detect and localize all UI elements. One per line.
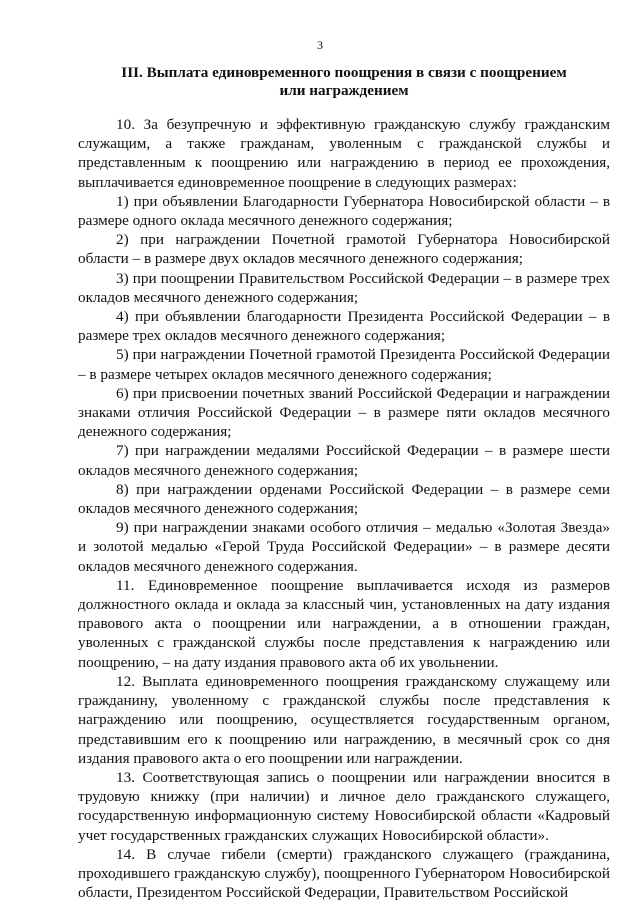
page-number: 3 (317, 38, 323, 52)
paragraph-13: 13. Соответствующая запись о поощрении или награждении вносится в трудовую книжку (при наличии) и личное дело гражданского служащего, государственную информационную систему Новосибирской области «Кадровый учет государственных гражданских служащих Новосибирской области». (78, 768, 610, 844)
section-heading (78, 64, 610, 100)
list-item-8: 8) при награждении орденами Российской Федерации – в размере семи окладов месячного денежного содержания; (78, 480, 610, 518)
paragraph-10: 10. За безупречную и эффективную гражданскую службу гражданским служащим, а также гражданам, уволенным с гражданской службы и представленным к поощрению или награждению в период ее прохождения, выплачивается единовременное поощрение в следующих размерах: (78, 116, 610, 191)
section-heading-line-1: III. Выплата единовременного поощрения в связи с поощрением (121, 64, 567, 81)
list-item-4: 4) при объявлении благодарности Президента Российской Федерации – в размере трех окладов месячного денежного содержания; (78, 308, 610, 345)
list-item-3: 3) при поощрении Правительством Российской Федерации – в размере трех окладов месячного денежного содержания; (78, 269, 610, 306)
section-heading-line-2: или награждением (279, 82, 409, 99)
list-item-9: 9) при награждении знаками особого отличия – медалью «Золотая Звезда» и золотой медалью «Герой Труда Российской Федерации» – в размере десяти окладов месячного денежного содержания. (78, 519, 610, 575)
document-body (78, 115, 610, 902)
list-item-6: 6) при присвоении почетных званий Российской Федерации и награждении знаками отличия Российской Федерации – в размере пяти окладов месячного денежного содержания; (78, 384, 610, 441)
list-item-2: 2) при награждении Почетной грамотой Губернатора Новосибирской области – в размере двух окладов месячного денежного содержания; (78, 231, 610, 268)
paragraph-14: 14. В случае гибели (смерти) гражданского служащего (гражданина, проходившего гражданскую службу), поощренного Губернатором Новосибирской области, Президентом Российской Федерации, Правительством Российской (78, 845, 610, 902)
list-item-5: 5) при награждении Почетной грамотой Президента Российской Федерации – в размере четырех окладов месячного денежного содержания; (78, 346, 610, 383)
list-item-1: 1) при объявлении Благодарности Губернатора Новосибирской области – в размере одного оклада месячного денежного содержания; (78, 192, 610, 230)
paragraph-12: 12. Выплата единовременного поощрения гражданскому служащему или гражданину, уволенному с гражданской службы после представления к награждению или поощрению, осуществляется государственным органом, представившим его к поощрению или награждению, в месячный срок со дня издания правового акта о его поощрении или награждении. (78, 672, 610, 767)
paragraph-11: 11. Единовременное поощрение выплачивается исходя из размеров должностного оклада и оклада за классный чин, установленных на дату издания правового акта о поощрении или награждении, а в отношении граждан, уволенных с гражданской службы после представления к награждению или поощрению, – на дату издания правового акта об их увольнении. (78, 576, 610, 671)
list-item-7: 7) при награждении медалями Российской Федерации – в размере шести окладов месячного денежного содержания; (78, 442, 610, 479)
